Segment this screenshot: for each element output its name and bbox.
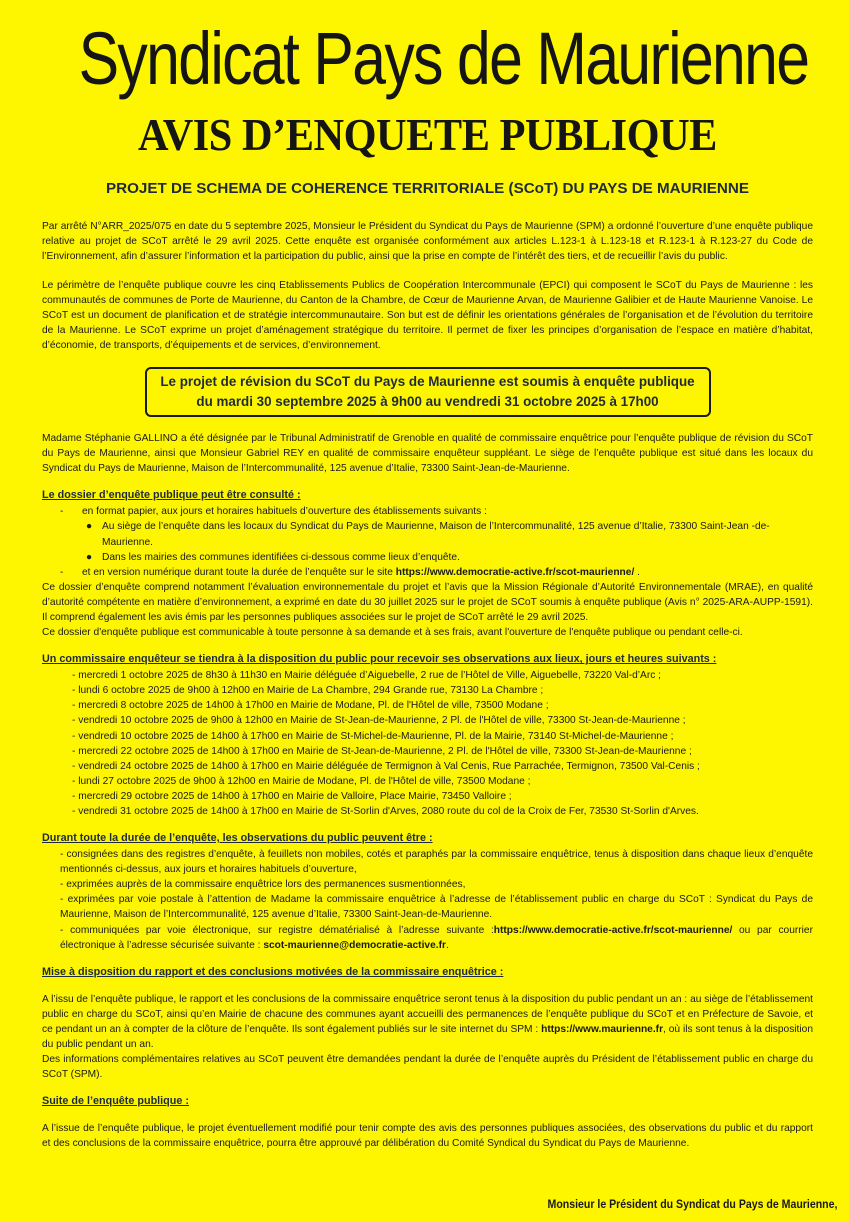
permanence-item: - mercredi 22 octobre 2025 de 14h00 à 17h00 en Mairie de St-Jean-de-Maurienne, 2 Pl. de l'Hôtel de ville, 73300 St-Jean-de-Maurienne ; [72, 745, 692, 757]
dossier-site-link[interactable]: https://www.democratie-active.fr/scot-maurienne/ [395, 566, 635, 578]
permanence-item: - mercredi 1 octobre 2025 de 8h30 à 11h30 en Mairie déléguée d’Aiguebelle, 2 rue de l’Hôtel de Ville, Aiguebelle, 73220 Val-d’Arc ; [72, 670, 661, 682]
dossier-content-paragraph: Ce dossier d’enquête comprend notamment l’évaluation environnementale du projet et l’avis que la Mission Régionale d’Autorité Environnementale (MRAE), en qualité d’autorité compétente en matière d’environnement, a exprimé en date du 30 juillet 2025 sur le projet de SCoT soumis à enquête publique (Avis n° 2025-ARA-AUPP-1591). Il comprend également les avis émis par les personnes publiques associées sur le projet de SCoT arrêté le 29 avril 2025. [42, 581, 813, 624]
permanence-item: - vendredi 24 octobre 2025 de 14h00 à 17h00 en Mairie déléguée de Termignon à Val Cenis, Rue Parrachée, Termignon, 73500 Val-Cenis ; [72, 760, 700, 772]
followup-paragraph: A l’issue de l’enquête publique, le projet éventuellement modifié pour tenir compte des avis des personnes publiques associées, des observations du public et du rapport et des conclusions de la commissaire enquêtrice, pourra être approuvé par délibération du Comité Syndical du Syndicat du Pays de Maurienne. [42, 1123, 813, 1150]
project-title: PROJET DE SCHEMA DE COHERENCE TERRITORIALE (SCoT) DU PAYS DE MAURIENNE [106, 180, 749, 197]
notice-title: AVIS D’ENQUETE PUBLIQUE [138, 109, 717, 160]
permanence-item: - vendredi 31 octobre 2025 de 14h00 à 17h00 en Mairie de St-Sorlin d'Arves, 2080 route du col de la Croix de Fer, 73530 St-Sorlin d'Arves. [72, 806, 699, 818]
permanences-heading: Un commissaire enquêteur se tiendra à la disposition du public pour recevoir ses observations aux lieux, jours et heures suivants : [42, 653, 717, 666]
followup-heading: Suite de l’enquête publique : [42, 1095, 189, 1108]
permanence-item: - mercredi 8 octobre 2025 de 14h00 à 17h00 en Mairie de Modane, Pl. de l'Hôtel de ville, 73500 Modane ; [72, 700, 549, 712]
spm-site-link[interactable]: https://www.maurienne.fr [541, 1023, 664, 1035]
organization-title: Syndicat Pays de Maurienne [78, 17, 809, 100]
dossier-heading: Le dossier d’enquête publique peut être consulté : [42, 489, 301, 502]
permanences-list [42, 668, 813, 819]
highlight-box [145, 367, 711, 417]
highlight-line-2: du mardi 30 septembre 2025 à 9h00 au vendredi 31 octobre 2025 à 17h00 [196, 393, 659, 409]
observation-item: - exprimées par voie postale à l’attention de Madame la commissaire enquêtrice à l’adresse de l’établissement public en charge du SCoT : Syndicat du Pays de Maurienne, Maison de l’Intercommunalité, 125 avenue d’Italie, 73300 Saint-Jean-de-Maurienne. [60, 894, 813, 921]
dossier-bullet-1: ● Au siège de l’enquête dans les locaux du Syndicat du Pays de Maurienne, Maison de l’Intercommunalité, 125 avenue d’Italie, 73300 Saint-Jean -de-Maurienne. [86, 521, 770, 548]
notice-page [0, 17, 849, 1222]
dossier-bullet-2: ● Dans les mairies des communes identifiées ci-dessous comme lieux d’enquête. [86, 551, 460, 563]
permanence-item: - mercredi 29 octobre 2025 de 14h00 à 17h00 en Mairie de Valloire, Place Mairie, 73450 Valloire ; [72, 790, 512, 802]
dossier-paper-item: - en format papier, aux jours et horaires habituels d’ouverture des établissements suivants : [60, 506, 487, 518]
email-link[interactable]: scot-maurienne@democratie-active.fr [263, 939, 446, 951]
observations-list [42, 847, 813, 953]
report-heading: Mise à disposition du rapport et des conclusions motivées de la commissaire enquêtrice : [42, 965, 504, 978]
dossier-digital-item: - et en version numérique durant toute la durée de l’enquête sur le site https://www.democratie-active.fr/scot-maurienne/ . [60, 566, 640, 578]
signature: Monsieur le Président du Syndicat du Pays de Maurienne, [547, 1197, 837, 1212]
observation-item: - consignées dans des registres d’enquête, à feuillets non mobiles, cotés et paraphés par la commissaire enquêtrice, tenus à disposition dans chaque lieux d’enquête mentionnés ci-dessus, aux jours et horaires habituels d’ouverture, [60, 849, 813, 876]
report-paragraph-1: A l’issu de l’enquête publique, le rapport et les conclusions de la commissaire enquêtrice seront tenus à la disposition du public pendant un an : au siège de l’établissement public en charge du SCoT, ainsi qu’en Mairie de chacune des communes ayant accueilli des permanences de l’enquête publique du SCoT et en Préfecture de Savoie, et ce pendant un an à compter de la clôture de l’enquête. Ils sont également publiés sur le site internet du SPM : https://www.maurienne.fr, où ils sont tenus à la disposition du public pendant un an. [42, 993, 813, 1050]
permanence-item: - vendredi 10 octobre 2025 de 14h00 à 17h00 en Mairie de St-Michel-de-Maurienne, Pl. de la Mairie, 73140 St-Michel-de-Maurienne ; [72, 730, 674, 742]
intro-paragraph-1: Par arrêté N°ARR_2025/075 en date du 5 septembre 2025, Monsieur le Président du Syndicat du Pays de Maurienne (SPM) a ordonné l’ouverture d’une enquête publique relative au projet de SCoT arrêté le 29 avril 2025. Cette enquête est organisée conformément aux articles L.123-1 à L.123-18 et R.123-1 à R.123-27 du Code de l’Environnement, afin d’assurer l’information et la participation du public, ainsi que la prise en compte de l’intérêt des tiers, et de recueillir l’avis du public. [42, 220, 813, 262]
observation-item: - communiquées par voie électronique, sur registre dématérialisé à l’adresse suivante :https://www.democratie-active.fr/scot-maurienne/ ou par courrier électronique à l’adresse sécurisée suivante : scot-maurienne@democratie-active.fr. [60, 924, 813, 951]
dossier-access-paragraph: Ce dossier d'enquête publique est communicable à toute personne à sa demande et à ses frais, avant l'ouverture de l'enquête publique ou pendant celle-ci. [42, 627, 743, 639]
highlight-line-1: Le projet de révision du SCoT du Pays de Maurienne est soumis à enquête publique [160, 374, 695, 390]
observation-item: - exprimées auprès de la commissaire enquêtrice lors des permanences susmentionnées, [60, 879, 466, 891]
registry-link[interactable]: https://www.democratie-active.fr/scot-maurienne/ [493, 924, 733, 936]
commissioner-paragraph: Madame Stéphanie GALLINO a été désignée par le Tribunal Administratif de Grenoble en qualité de commissaire enquêtrice pour l’enquête publique de révision du SCoT du Pays de Maurienne, ainsi que Monsieur Gabriel REY en qualité de commissaire enquêteur suppléant. Le siège de l’enquête publique est situé dans les locaux du Syndicat du Pays de Maurienne, Maison de l’Intercommunalité, 125 avenue d’Italie, 73300 Saint-Jean-de-Maurienne. [42, 433, 813, 475]
observations-heading: Durant toute la durée de l’enquête, les observations du public peuvent être : [42, 832, 433, 845]
permanence-item: - lundi 27 octobre 2025 de 9h00 à 12h00 en Mairie de Modane, Pl. de l'Hôtel de ville, 73500 Modane ; [72, 775, 531, 787]
intro-paragraph-2: Le périmètre de l’enquête publique couvre les cinq Etablissements Publics de Coopération Intercommunale (EPCI) qui composent le SCoT du Pays de Maurienne : les communautés de communes de Porte de Maurienne, du Canton de la Chambre, de Cœur de Maurienne Arvan, de Maurienne Galibier et de Haute Maurienne Vanoise. Le SCoT est un document de planification et de stratégie intercommunautaire. Son but est de définir les orientations générales de l’organisation et de l’évolution du territoire de la Maurienne. Le SCoT exprime un projet d’aménagement stratégique du territoire. Il permet de fixer les principes d’organisation de l’espace en matière d’habitat, d’économie, de transports, d’équipements et de services, d’environnement. [42, 279, 813, 352]
report-paragraph-2: Des informations complémentaires relatives au SCoT peuvent être demandées pendant la durée de l’enquête auprès du Président de l’établissement public en charge du SCoT (SPM). [42, 1054, 813, 1081]
permanence-item: - vendredi 10 octobre 2025 de 9h00 à 12h00 en Mairie de St-Jean-de-Maurienne, 2 Pl. de l'Hôtel de ville, 73300 St-Jean-de-Maurienne ; [72, 715, 686, 727]
permanence-item: - lundi 6 octobre 2025 de 9h00 à 12h00 en Mairie de La Chambre, 294 Grande rue, 73130 La Chambre ; [72, 685, 544, 697]
